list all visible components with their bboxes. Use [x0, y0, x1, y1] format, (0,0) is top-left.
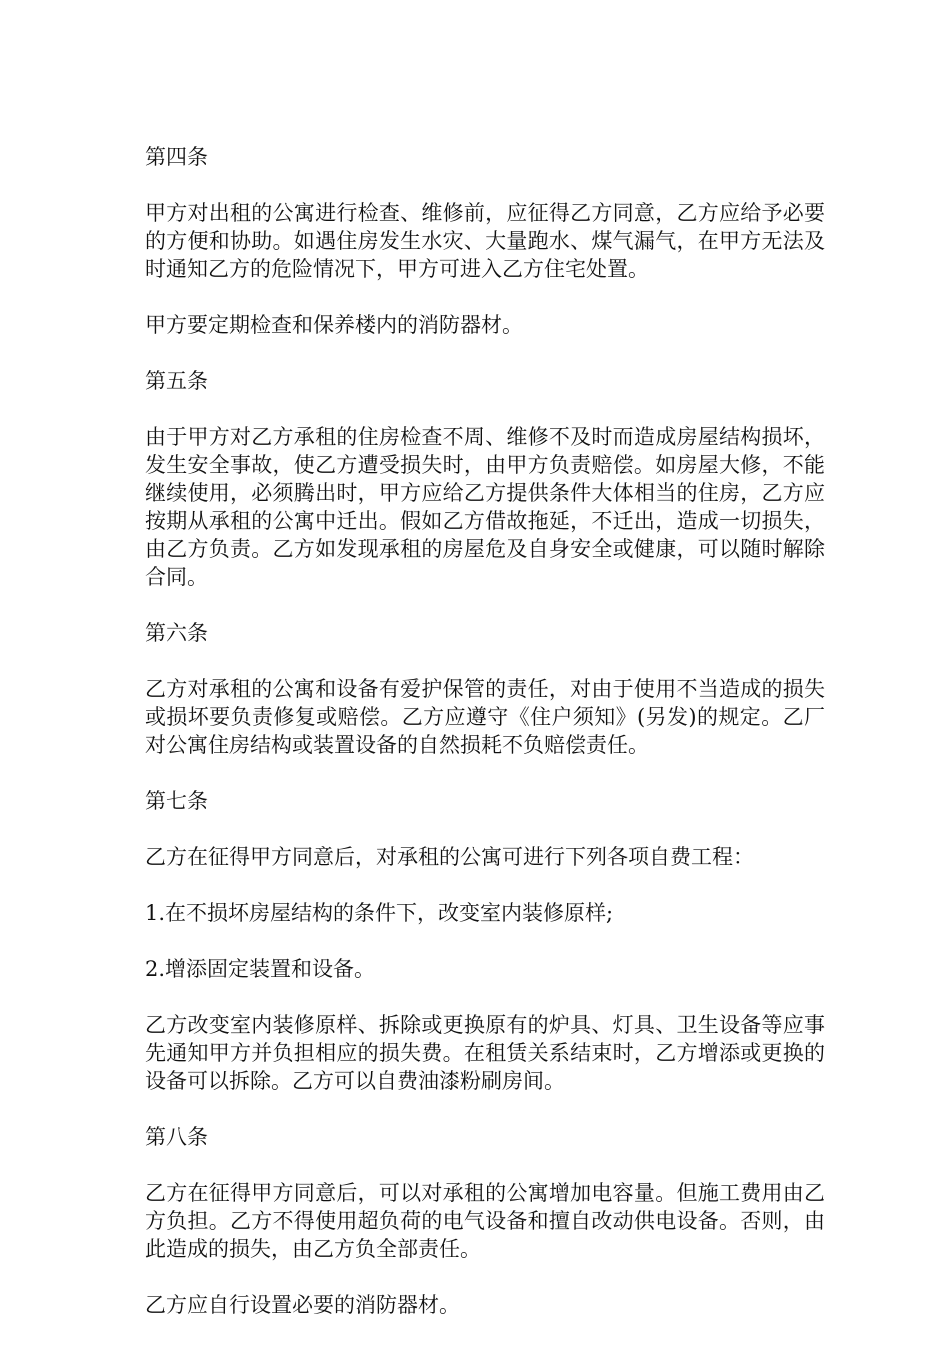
article-heading-7: 第七条 — [145, 789, 208, 813]
article-heading-5: 第五条 — [145, 369, 208, 393]
paragraph: 乙方在征得甲方同意后，对承租的公寓可进行下列各项自费工程： — [145, 845, 754, 869]
paragraph: 乙方应自行设置必要的消防器材。 — [145, 1293, 460, 1317]
paragraph: 甲方对出租的公寓进行检查、维修前，应征得乙方同意，乙方应给予必要的方便和协助。如遇住房发生水灾、大量跑水、煤气漏气，在甲方无法及时通知乙方的危险情况下，甲方可进入乙方住宅处置。 — [145, 201, 825, 281]
article-heading-8: 第八条 — [145, 1125, 208, 1149]
paragraph: 由于甲方对乙方承租的住房检查不周、维修不及时而造成房屋结构损坏，发生安全事故，使乙方遭受损失时，由甲方负责赔偿。如房屋大修，不能继续使用，必须腾出时，甲方应给乙方提供条件大体相当的住房，乙方应按期从承租的公寓中迁出。假如乙方借故拖延，不迁出，造成一切损失，由乙方负责。乙方如发现承租的房屋危及自身安全或健康，可以随时解除合同。 — [145, 425, 825, 589]
paragraph: 乙方对承租的公寓和设备有爱护保管的责任，对由于使用不当造成的损失或损坏要负责修复或赔偿。乙方应遵守《住户须知》(另发)的规定。乙厂对公寓住房结构或装置设备的自然损耗不负赔偿责任。 — [145, 677, 825, 757]
article-heading-6: 第六条 — [145, 621, 208, 645]
list-item-1: 1.在不损坏房屋结构的条件下，改变室内装修原样; — [145, 901, 614, 925]
article-heading-4: 第四条 — [145, 145, 208, 169]
paragraph: 乙方改变室内装修原样、拆除或更换原有的炉具、灯具、卫生设备等应事先通知甲方并负担相应的损失费。在租赁关系结束时，乙方增添或更换的设备可以拆除。乙方可以自费油漆粉刷房间。 — [145, 1013, 825, 1093]
document-body — [145, 143, 825, 1347]
paragraph: 乙方在征得甲方同意后，可以对承租的公寓增加电容量。但施工费用由乙方负担。乙方不得使用超负荷的电气设备和擅自改动供电设备。否则，由此造成的损失，由乙方负全部责任。 — [145, 1181, 825, 1261]
list-item-2: 2.增添固定装置和设备。 — [145, 957, 376, 981]
paragraph: 甲方要定期检查和保养楼内的消防器材。 — [145, 313, 523, 337]
